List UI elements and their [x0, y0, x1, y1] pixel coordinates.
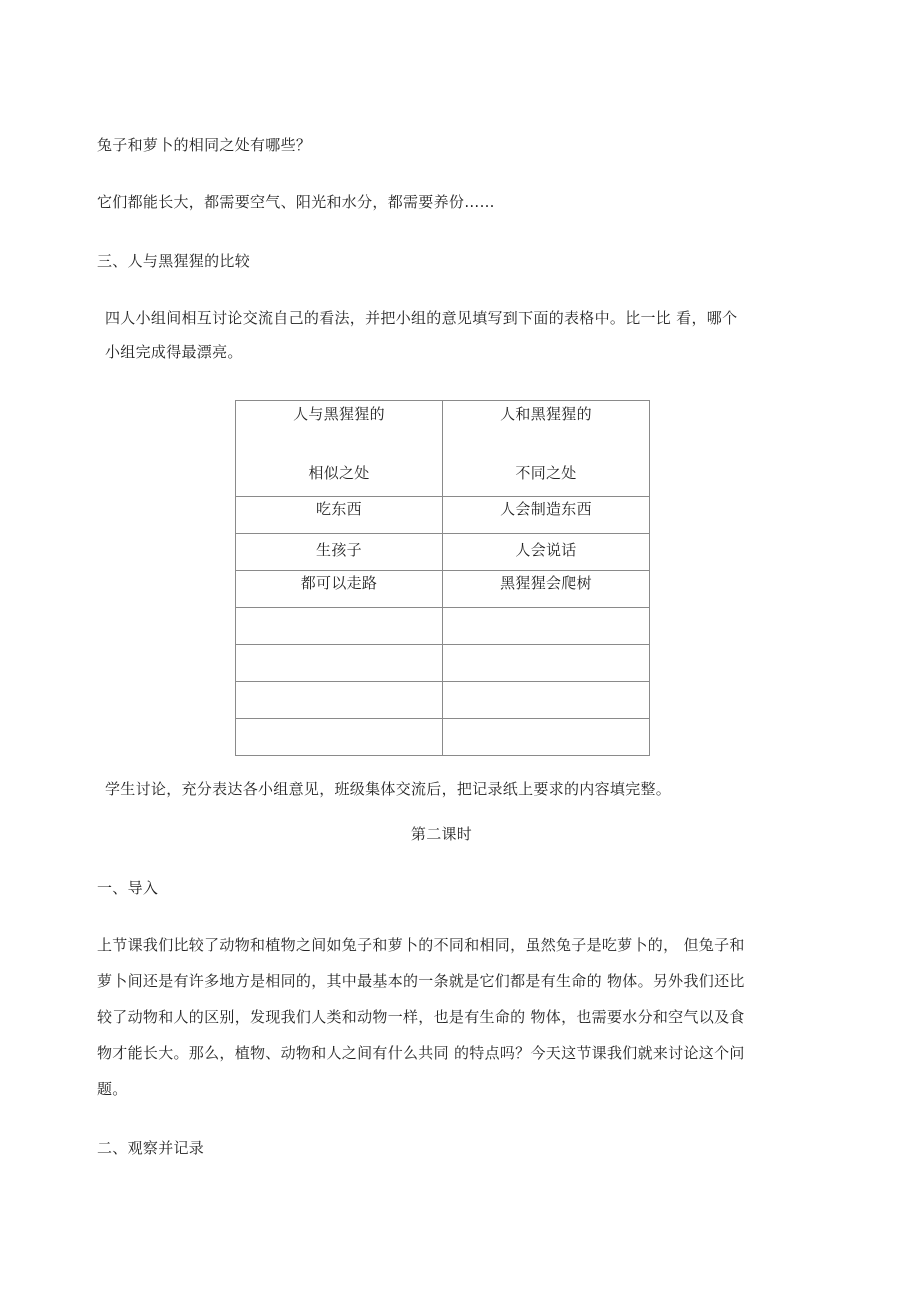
table-cell-similar [236, 645, 443, 682]
section3-instruction [105, 300, 805, 370]
cell-text: 都可以走路 [300, 574, 378, 592]
header-similarities-top: 人与黑猩猩的 [293, 405, 385, 423]
table-row [236, 645, 650, 682]
lesson2-section1-heading: 一、导入 [97, 879, 159, 897]
cell-text: 人会制造东西 [500, 500, 592, 518]
cell-text: 人会说话 [515, 541, 577, 559]
lesson2-intro-line: 较了动物和人的区别，发现我们人类和动物一样，也是有生命的 物体，也需要水分和空气以及食 [97, 1008, 745, 1026]
table-cell-similar [236, 719, 443, 756]
table-cell-different [443, 719, 650, 756]
table-row [236, 719, 650, 756]
cell-text: 生孩子 [316, 541, 362, 559]
lesson2-intro-line: 物才能长大。那么，植物、动物和人之间有什么共同 的特点吗？今天这节课我们就来讨论这个问 [97, 1044, 745, 1062]
table-cell-similar [236, 682, 443, 719]
table-row [236, 534, 650, 571]
comparison-table [235, 400, 650, 756]
lesson2-title: 第二课时 [410, 825, 473, 843]
header-differences-top: 人和黑猩猩的 [500, 405, 592, 423]
table-cell-similar [236, 534, 443, 571]
table-row [236, 682, 650, 719]
lesson2-section2-heading: 二、观察并记录 [97, 1139, 205, 1157]
intro-answer: 它们都能长大，都需要空气、阳光和水分，都需要养份…… [97, 193, 495, 211]
cell-text: 吃东西 [316, 500, 362, 518]
lesson2-intro [97, 927, 797, 1107]
lesson2-intro-line: 上节课我们比较了动物和植物之间如兔子和萝卜的不同和相同，虽然兔子是吃萝卜的， 但兔子和 [97, 936, 745, 954]
lesson2-intro-line: 萝卜间还是有许多地方是相同的，其中最基本的一条就是它们都是有生命的 物体。另外我们还比 [97, 972, 745, 990]
table-cell-different [443, 534, 650, 571]
section3-instruction-line: 小组完成得最漂亮。 [105, 343, 243, 361]
header-similarities [236, 401, 443, 497]
table-cell-similar [236, 571, 443, 608]
header-differences [443, 401, 650, 497]
table-row [236, 571, 650, 608]
table-cell-different [443, 571, 650, 608]
cell-text: 黑猩猩会爬树 [500, 574, 592, 592]
lesson2-intro-line: 题。 [97, 1080, 128, 1098]
table-cell-different [443, 682, 650, 719]
table-row [236, 608, 650, 645]
table-cell-different [443, 645, 650, 682]
table-header-row [236, 401, 650, 497]
intro-question: 兔子和萝卜的相同之处有哪些？ [97, 136, 312, 154]
table-cell-similar [236, 497, 443, 534]
discussion-note: 学生讨论，充分表达各小组意见，班级集体交流后，把记录纸上要求的内容填完整。 [105, 780, 672, 798]
table-cell-similar [236, 608, 443, 645]
section3-instruction-line: 四人小组间相互讨论交流自己的看法，并把小组的意见填写到下面的表格中。比一比 看，哪个 [105, 309, 738, 327]
table-cell-different [443, 608, 650, 645]
table-cell-different [443, 497, 650, 534]
header-similarities-bottom: 相似之处 [308, 464, 370, 482]
header-differences-bottom: 不同之处 [515, 464, 577, 482]
section3-heading: 三、人与黑猩猩的比较 [97, 252, 251, 270]
table-row [236, 497, 650, 534]
